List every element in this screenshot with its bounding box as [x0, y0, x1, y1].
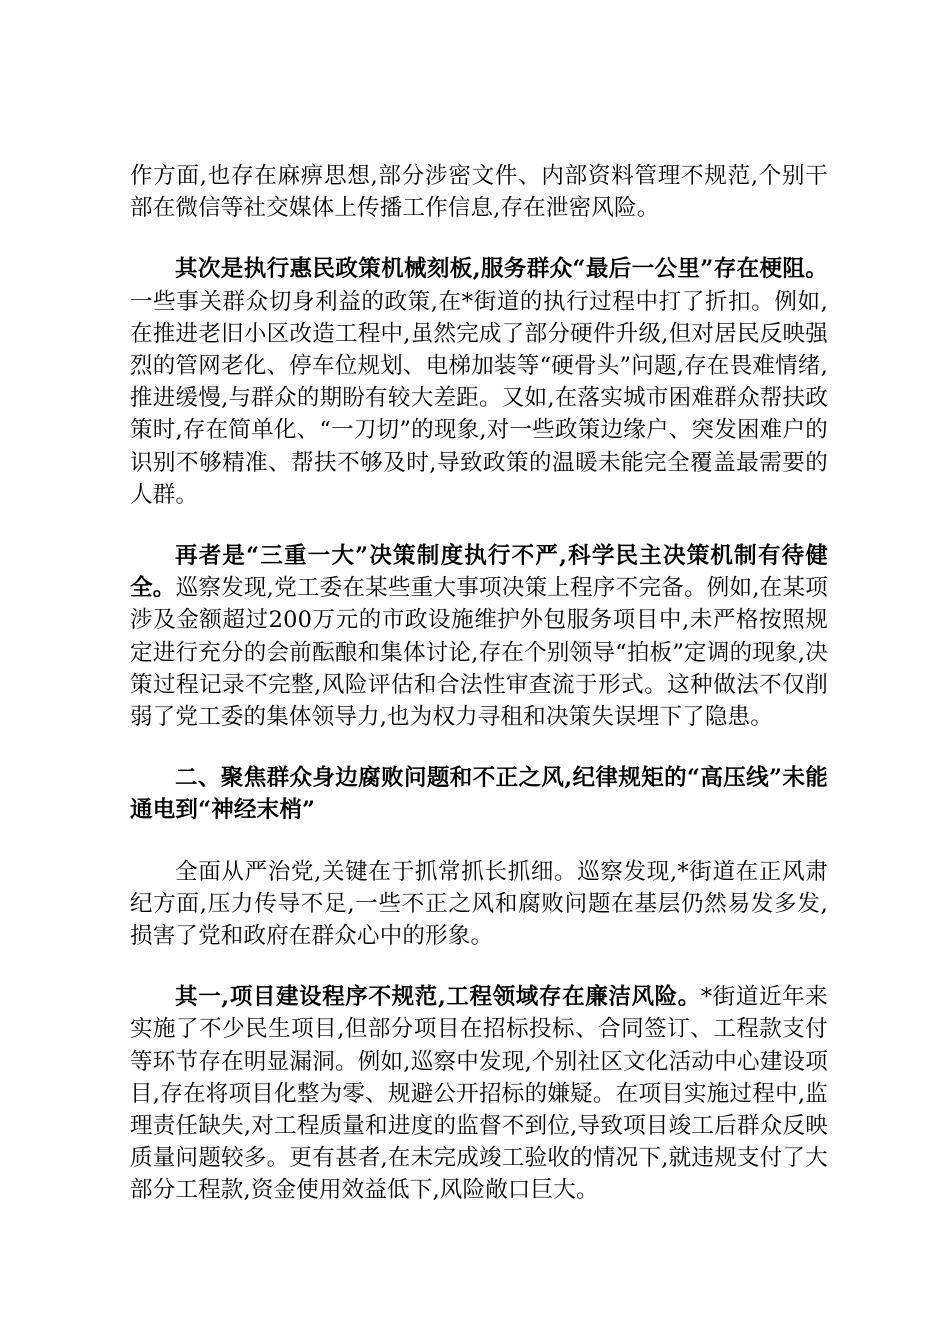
section-heading [130, 762, 828, 826]
paragraph-policy-execution [130, 253, 828, 511]
paragraph-lead: 其次是执行惠民政策机械刻板,服务群众“最后一公里”存在梗阻。 [175, 256, 828, 283]
paragraph-section-intro [130, 856, 828, 953]
paragraph-project-construction [130, 981, 828, 1206]
section-heading-text: 二、聚焦群众身边腐败问题和不正之风,纪律规矩的“高压线”未能通电到“神经末梢” [130, 765, 828, 824]
paragraph-lead: 其一,项目建设程序不规范,工程领域存在廉洁风险。 [175, 984, 701, 1011]
paragraph-decision-system [130, 540, 828, 733]
paragraph-lead: 再者是“三重一大”决策制度执行不严,科学民主决策机制有待健全。 [130, 543, 828, 602]
paragraph-text: *街道近年来实施了不少民生项目,但部分项目在招标投标、合同签订、工程款支付等环节存在明显漏洞。例如,巡察中发现,个别社区文化活动中心建设项目,存在将项目化整为零、规避公开招标的嫌疑。在项目实施过程中,监理责任缺失,对工程质量和进度的监督不到位,导致项目竣工后群众反映质量问题较多。更有甚者,在未完成竣工验收的情况下,就违规支付了大部分工程款,资金使用效益低下,风险敞口巨大。 [130, 984, 829, 1204]
paragraph-text: 巡察发现,党工委在某些重大事项决策上程序不完备。例如,在某项涉及金额超过200万元的市政设施维护外包服务项目中,未严格按照规定进行充分的会前酝酿和集体讨论,存在个别领导“拍板”定调的现象,决策过程记录不完整,风险评估和合法性审查流于形式。这种做法不仅削弱了党工委的集体领导力,也为权力寻租和决策失误埋下了隐患。 [130, 575, 829, 731]
document-page [130, 160, 828, 1207]
paragraph-continuation [130, 160, 828, 224]
paragraph-text: 一些事关群众切身利益的政策,在*街道的执行过程中打了折扣。例如,在推进老旧小区改造工程中,虽然完成了部分硬件升级,但对居民反映强烈的管网老化、停车位规划、电梯加装等“硬骨头”问题,存在畏难情绪,推进缓慢,与群众的期盼有较大差距。又如,在落实城市困难群众帮扶政策时,存在简单化、“一刀切”的现象,对一些政策边缘户、突发困难户的识别不够精准、帮扶不够及时,导致政策的温暖未能完全覆盖最需要的人群。 [130, 288, 828, 508]
paragraph-text: 作方面,也存在麻痹思想,部分涉密文件、内部资料管理不规范,个别干部在微信等社交媒体上传播工作信息,存在泄密风险。 [130, 163, 828, 222]
paragraph-text: 全面从严治党,关键在于抓常抓长抓细。巡察发现,*街道在正风肃纪方面,压力传导不足,一些不正之风和腐败问题在基层仍然易发多发,损害了党和政府在群众心中的形象。 [130, 858, 828, 950]
